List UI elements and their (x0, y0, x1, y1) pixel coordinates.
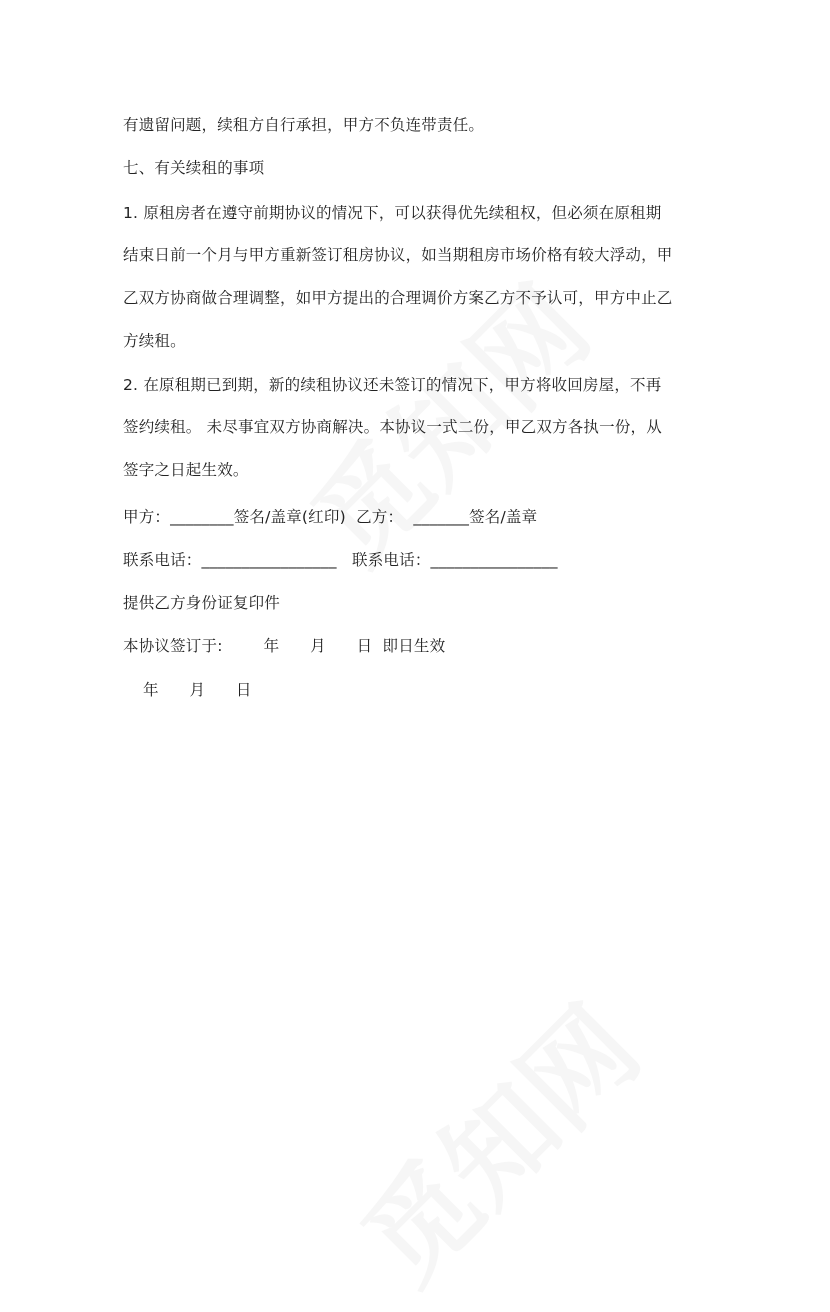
paragraph-line: 2. 在原租期已到期，新的续租协议还未签订的情况下，甲方将收回房屋，不再 (123, 376, 662, 394)
paragraph-line: 有遗留问题，续租方自行承担，甲方不负连带责任。 (123, 116, 485, 134)
section-heading: 七、有关续租的事项 (123, 159, 265, 177)
id-copy-note: 提供乙方身份证复印件 (123, 594, 281, 612)
phone-line: 联系电话：_________________ 联系电话：________________ (123, 551, 558, 569)
signing-date-line: 本协议签订于: 年 月 日 即日生效 (123, 637, 446, 655)
paragraph-line: 1. 原租房者在遵守前期协议的情况下，可以获得优先续租权，但必须在原租期 (123, 204, 662, 222)
watermark (322, 966, 667, 1311)
date-line: 年 月 日 (143, 681, 252, 699)
signature-line: 甲方：________签名/盖章(红印) 乙方： _______签名/盖章 (123, 508, 538, 526)
paragraph-line: 乙双方协商做合理调整，如甲方提出的合理调价方案乙方不予认可，甲方中止乙 (123, 289, 673, 307)
paragraph-line: 签约续租。 未尽事宜双方协商解决。本协议一式二份，甲乙双方各执一份，从 (123, 418, 662, 436)
paragraph-line: 签字之日起生效。 (123, 461, 249, 479)
paragraph-line: 方续租。 (123, 332, 186, 350)
paragraph-line: 结束日前一个月与甲方重新签订租房协议，如当期租房市场价格有较大浮动，甲 (123, 246, 673, 264)
